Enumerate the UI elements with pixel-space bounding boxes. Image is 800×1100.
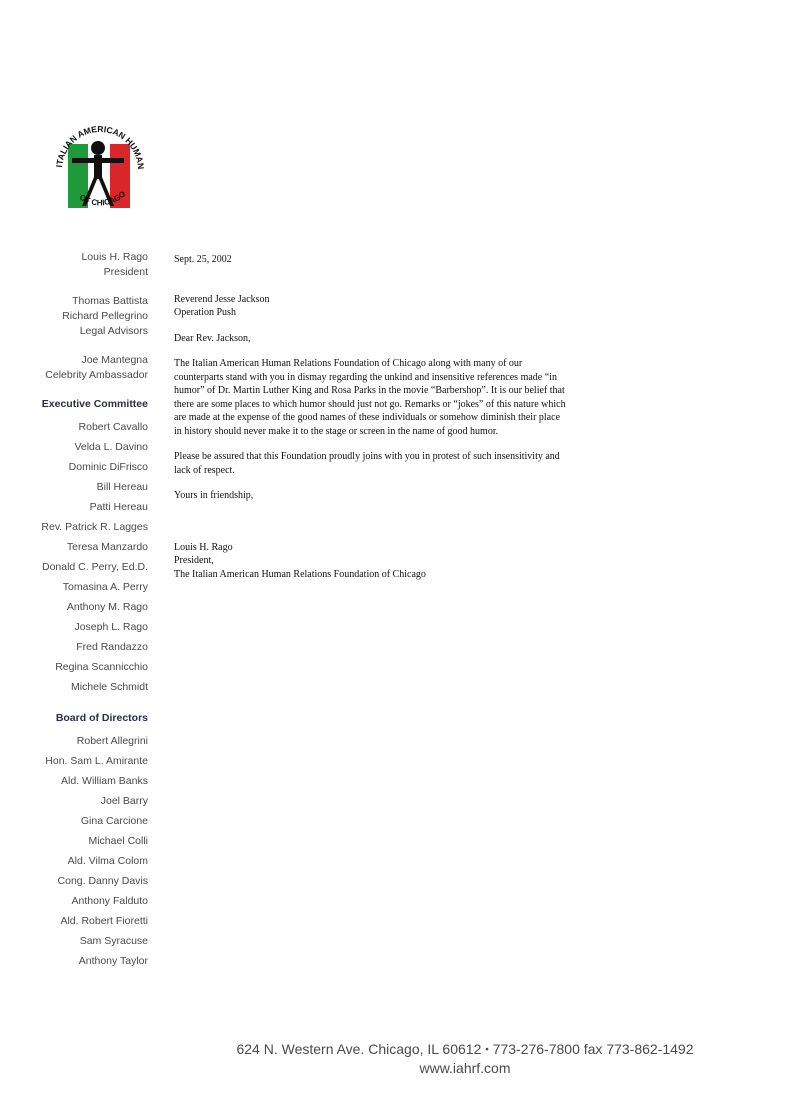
officer-name: Louis H. Rago: [81, 251, 148, 263]
body-paragraph: Please be assured that this Foundation proudly joins with you in protest of such insensitivity and lack of respect.: [174, 451, 560, 476]
bullet-separator: •: [485, 1044, 489, 1056]
letterhead-footer: [200, 1040, 730, 1077]
executive-committee-list: [10, 417, 148, 697]
list-item: Gina Carcione: [80, 815, 148, 827]
officer-name: Joe Mantegna: [81, 354, 148, 366]
logo-text-bottom: OF CHICAGO: [77, 189, 128, 208]
body-paragraph: The Italian American Human Relations Foundation of Chicago along with many of our counterparts stand with you in dismay regarding the unkind and insensitive references made “in humor” of Dr. Martin Luther King and Rosa Parks in the movie “Barbershop”. It is our belief that there are some places to which humor should just not go. Remarks or “jokes” of this nature which are made at the expense of the good names of these individuals or somehow diminish their place in history should never make it to the stage or screen in the name of good humor.: [174, 358, 566, 437]
recipient-line: Operation Push: [174, 307, 236, 318]
closing: Yours in friendship,: [174, 490, 254, 501]
signature-line: Louis H. Rago: [174, 541, 233, 553]
list-item: Bill Hereau: [96, 481, 148, 493]
letter-date: Sept. 25, 2002: [174, 254, 232, 265]
list-item: Donald C. Perry, Ed.D.: [41, 561, 148, 573]
footer-website: www.iahrf.com: [419, 1060, 511, 1077]
list-item: Teresa Manzardo: [66, 541, 148, 553]
list-item: Anthony Taylor: [78, 955, 148, 967]
salutation: Dear Rev. Jackson,: [174, 332, 251, 344]
list-item: Rev. Patrick R. Lagges: [41, 521, 148, 533]
list-item: Michael Colli: [88, 835, 148, 847]
logo-text-top: ITALIAN AMERICAN HUMAN: [54, 123, 147, 170]
list-item: Joel Barry: [100, 795, 148, 807]
list-item: Dominic DiFrisco: [68, 461, 148, 473]
list-item: Ald. William Banks: [61, 775, 148, 787]
list-item: Patti Hereau: [89, 501, 148, 513]
officer-president: [10, 250, 148, 280]
list-item: Robert Allegrini: [76, 735, 148, 747]
signature-line: President,: [174, 555, 214, 566]
letterhead-roster: [10, 250, 148, 971]
list-item: Tomasina A. Perry: [62, 581, 148, 593]
footer-fax: fax 773-862-1492: [583, 1041, 694, 1057]
letter-body: [174, 253, 566, 581]
officer-name: Thomas Battista: [72, 295, 148, 307]
list-item: Anthony M. Rago: [66, 601, 148, 613]
list-item: Regina Scannicchio: [55, 661, 148, 673]
recipient-address: [174, 293, 566, 320]
list-item: Cong. Danny Davis: [57, 875, 148, 887]
recipient-line: Reverend Jesse Jackson: [174, 293, 270, 305]
list-item: Ald. Robert Fioretti: [60, 915, 148, 927]
list-item: Joseph L. Rago: [74, 621, 148, 633]
footer-phone: 773-276-7800: [492, 1041, 580, 1057]
board-of-directors-heading: Board of Directors: [55, 712, 148, 724]
list-item: Ald. Vilma Colom: [67, 855, 148, 867]
officer-celebrity-ambassador: [10, 353, 148, 383]
list-item: Anthony Falduto: [71, 895, 148, 907]
executive-committee-heading: Executive Committee: [41, 398, 148, 410]
logo-seal-graphic: [50, 118, 150, 218]
officer-title: President: [103, 266, 148, 278]
officer-legal-advisors: [10, 294, 148, 339]
officer-title: Legal Advisors: [79, 325, 148, 337]
board-of-directors-list: [10, 731, 148, 971]
list-item: Hon. Sam L. Amirante: [45, 755, 148, 767]
list-item: Fred Randazzo: [76, 641, 148, 653]
list-item: Velda L. Davino: [74, 441, 148, 453]
officer-title: Celebrity Ambassador: [45, 369, 148, 381]
signature-block: [174, 541, 566, 582]
officer-name: Richard Pellegrino: [62, 310, 148, 322]
contact-line: [200, 1040, 730, 1059]
signature-line: The Italian American Human Relations Foundation of Chicago: [174, 568, 426, 580]
list-item: Robert Cavallo: [78, 421, 148, 433]
footer-address: 624 N. Western Ave. Chicago, IL 60612: [236, 1041, 482, 1057]
foundation-logo: [50, 118, 150, 218]
list-item: Michele Schmidt: [70, 681, 148, 693]
list-item: Sam Syracuse: [79, 935, 148, 947]
